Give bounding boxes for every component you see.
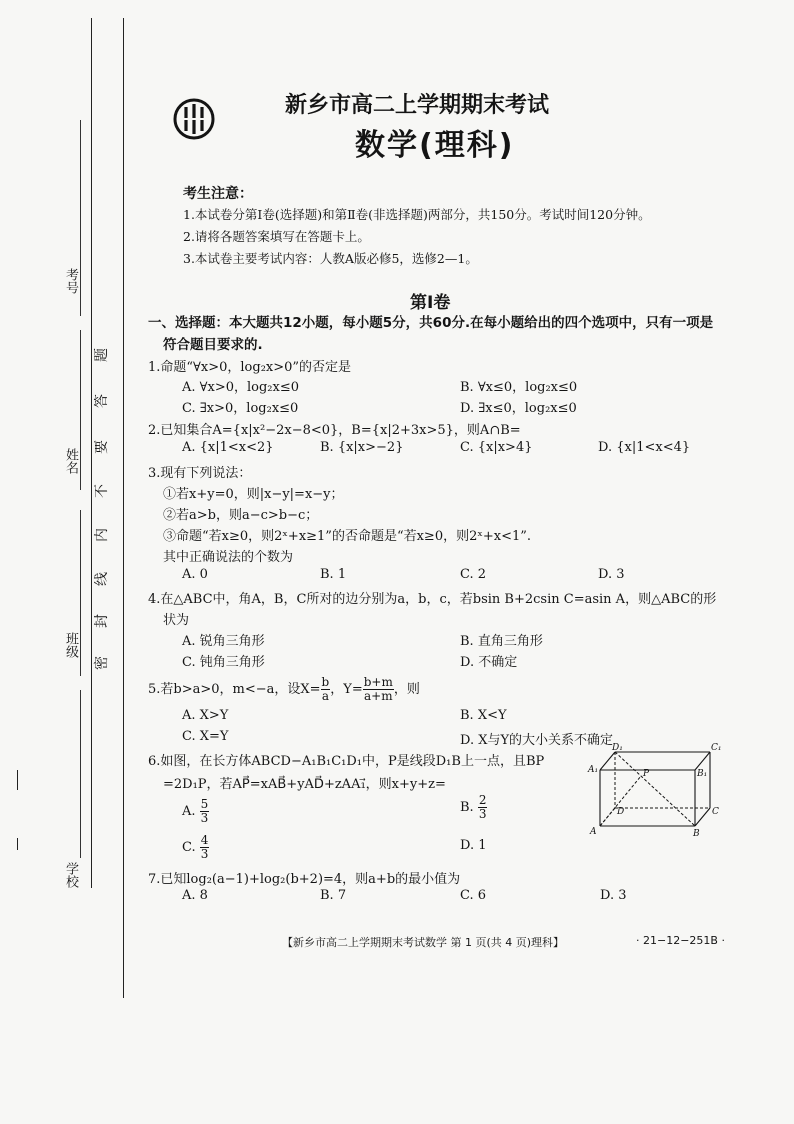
- fraction: [321, 676, 331, 703]
- question-4-option-d[interactable]: D. 不确定: [460, 655, 518, 670]
- question-3-statement-1: ①若x+y=0，则|x−y|=x−y；: [163, 487, 344, 502]
- question-5-option-b[interactable]: B. X<Y: [460, 708, 507, 723]
- question-5-option-a[interactable]: A. X>Y: [182, 708, 229, 723]
- vertex-label: B: [693, 829, 700, 839]
- question-6-option-b[interactable]: [460, 794, 487, 821]
- question-3-stem: 3.现有下列说法：: [148, 466, 252, 481]
- fraction-denominator: 3: [478, 807, 487, 821]
- question-1-option-a[interactable]: A. ∀x>0，log₂x≤0: [182, 380, 300, 395]
- fraction: [200, 798, 210, 825]
- school-label: 学校: [63, 862, 78, 888]
- binding-line-inner: [123, 18, 124, 998]
- question-3-statement-2: ②若a>b，则a−c>b−c；: [163, 508, 319, 523]
- question-5-stem-part: ，Y=: [330, 682, 363, 697]
- question-3-option-a[interactable]: A. 0: [182, 567, 208, 582]
- fraction-denominator: 3: [200, 847, 209, 861]
- question-7-option-b[interactable]: B. 7: [320, 888, 347, 903]
- fraction: [478, 794, 488, 821]
- vertex-label: C₁: [711, 743, 722, 753]
- fraction-numerator: 5: [200, 797, 209, 811]
- margin-mark: [17, 770, 18, 790]
- vertex-label: A₁: [588, 765, 599, 775]
- question-5-option-c[interactable]: C. X=Y: [182, 729, 229, 744]
- question-4-option-b[interactable]: B. 直角三角形: [460, 634, 543, 649]
- question-3-option-c[interactable]: C. 2: [460, 567, 487, 582]
- question-5-stem-part: ，则: [393, 682, 420, 697]
- publisher-logo-icon: [172, 97, 216, 141]
- fraction-denominator: 3: [200, 811, 209, 825]
- question-1-option-c[interactable]: C. ∃x>0，log₂x≤0: [182, 401, 299, 416]
- question-4-stem: 4.在△ABC中，角A，B，C所对的边分别为a，b，c，若bsin B+2csin C=asin A，则△ABC的形: [148, 592, 717, 607]
- question-4-option-c[interactable]: C. 钝角三角形: [182, 655, 265, 670]
- question-3-option-b[interactable]: B. 1: [320, 567, 347, 582]
- notice-item: 1.本试卷分第Ⅰ卷(选择题)和第Ⅱ卷(非选择题)两部分，共150分。考试时间120分钟。: [183, 207, 651, 222]
- fraction-numerator: b: [321, 675, 330, 689]
- question-1-option-d[interactable]: D. ∃x≤0，log₂x≤0: [460, 401, 577, 416]
- vertex-label: P: [643, 769, 650, 779]
- question-2-option-c[interactable]: C. {x|x>4}: [460, 440, 533, 455]
- section-instructions-line: 符合题目要求的.: [163, 337, 263, 353]
- question-3-statement-3: ③命题“若x≥0，则2ˣ+x≥1”的否命题是“若x≥0，则2ˣ+x<1”.: [163, 529, 532, 544]
- notice-item: 2.请将各题答案填写在答题卡上。: [183, 229, 370, 244]
- class-blank[interactable]: [80, 510, 81, 676]
- cuboid-figure: [585, 742, 725, 842]
- question-7-option-d[interactable]: D. 3: [600, 888, 627, 903]
- fraction-numerator: b+m: [363, 675, 393, 689]
- question-6-stem-cont: =2D₁P，若AP⃗=xAB⃗+yAD⃗+zAA₁⃗，则x+y+z=: [163, 777, 446, 792]
- seal-char: 内: [94, 528, 110, 542]
- question-6-option-d[interactable]: D. 1: [460, 838, 487, 853]
- exam-title: 新乡市高二上学期期末考试: [285, 93, 550, 118]
- question-1-stem: 1.命题“∀x>0，log₂x>0”的否定是: [148, 360, 352, 375]
- fraction-numerator: 4: [200, 833, 209, 847]
- seal-char: 不: [94, 484, 110, 498]
- seal-char: 线: [94, 572, 110, 586]
- question-6-stem: 6.如图，在长方体ABCD−A₁B₁C₁D₁中，P是线段D₁B上一点，且BP: [148, 754, 545, 769]
- fraction-denominator: a: [321, 689, 329, 703]
- question-5-stem-part: 5.若b>a>0，m<−a，设X=: [148, 682, 321, 697]
- option-letter: B.: [460, 800, 474, 815]
- name-blank[interactable]: [80, 330, 81, 490]
- question-7-option-c[interactable]: C. 6: [460, 888, 487, 903]
- question-2-option-b[interactable]: B. {x|x>−2}: [320, 440, 404, 455]
- question-4-stem-cont: 状为: [163, 613, 190, 628]
- school-blank[interactable]: [80, 690, 81, 858]
- fraction: [363, 676, 394, 703]
- section-instructions-line: 一、选择题：本大题共12小题，每小题5分，共60分.在每小题给出的四个选项中，只有一项是: [148, 315, 714, 331]
- name-label: 姓名: [63, 448, 78, 474]
- question-5-stem: [148, 676, 420, 703]
- section-title: 第Ⅰ卷: [410, 293, 451, 313]
- class-label: 班级: [63, 632, 78, 658]
- fraction: [200, 834, 210, 861]
- question-3-ask: 其中正确说法的个数为: [163, 550, 294, 565]
- question-5-option-d[interactable]: D. X与Y的大小关系不确定: [460, 733, 614, 748]
- vertex-label: C: [712, 807, 719, 817]
- option-letter: C.: [182, 840, 196, 855]
- fraction-denominator: a+m: [363, 689, 393, 703]
- vertex-label: A: [590, 827, 597, 837]
- vertex-label: D₁: [612, 743, 623, 753]
- paper-code: · 21−12−251B ·: [636, 934, 725, 947]
- option-letter: A.: [182, 804, 196, 819]
- question-2-stem: 2.已知集合A={x|x²−2x−8<0}，B={x|2+3x>5}，则A∩B=: [148, 423, 521, 438]
- seal-char: 密: [94, 656, 110, 670]
- question-2-option-a[interactable]: A. {x|1<x<2}: [182, 440, 274, 455]
- notice-heading: 考生注意：: [183, 186, 253, 202]
- vertex-label: B₁: [697, 769, 708, 779]
- exam-number-blank[interactable]: [80, 120, 81, 316]
- question-6-option-a[interactable]: [182, 798, 209, 825]
- seal-char: 封: [94, 614, 110, 628]
- question-7-option-a[interactable]: A. 8: [182, 888, 208, 903]
- question-3-option-d[interactable]: D. 3: [598, 567, 625, 582]
- exam-subject: 数学(理科): [355, 128, 515, 163]
- question-6-option-c[interactable]: [182, 834, 209, 861]
- binding-line-outer: [91, 18, 92, 888]
- question-1-option-b[interactable]: B. ∀x≤0，log₂x≤0: [460, 380, 578, 395]
- section-instructions: [148, 312, 728, 356]
- vertex-label: D: [617, 807, 625, 817]
- seal-char: 题: [94, 348, 110, 362]
- question-4-option-a[interactable]: A. 锐角三角形: [182, 634, 265, 649]
- fraction-numerator: 2: [478, 793, 487, 807]
- seal-char: 答: [94, 394, 110, 408]
- exam-number-label: 考号: [63, 268, 78, 294]
- page-footer: 【新乡市高二上学期期末考试数学 第 1 页(共 4 页)理科】: [282, 936, 565, 949]
- notice-item: 3.本试卷主要考试内容：人教A版必修5，选修2—1。: [183, 251, 478, 266]
- question-2-option-d[interactable]: D. {x|1<x<4}: [598, 440, 691, 455]
- question-7-stem: 7.已知log₂(a−1)+log₂(b+2)=4，则a+b的最小值为: [148, 872, 461, 887]
- margin-mark: [17, 838, 18, 850]
- seal-char: 要: [94, 440, 110, 454]
